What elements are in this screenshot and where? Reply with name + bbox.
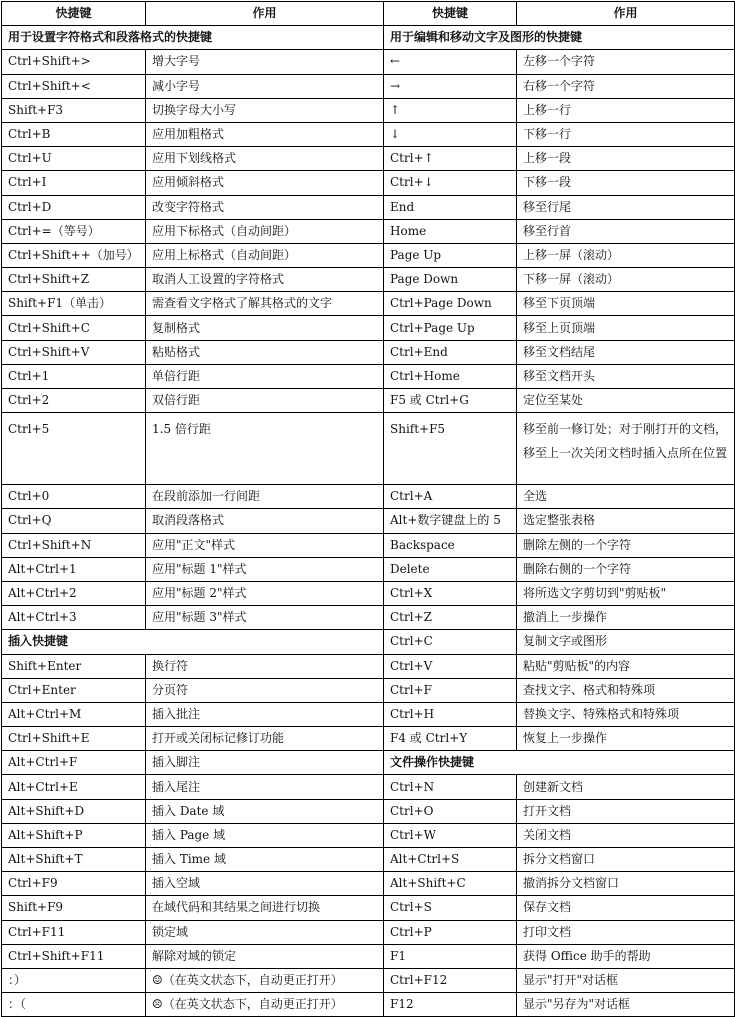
shortcut-function-cell: 上移一屏（滚动） <box>517 243 735 267</box>
section-heading: 插入快捷键 <box>2 630 384 654</box>
table-row <box>2 219 735 243</box>
table-row <box>2 316 735 340</box>
table-row <box>2 920 735 944</box>
table-row <box>2 799 735 823</box>
shortcut-function-cell: 双倍行距 <box>146 389 384 413</box>
table-row <box>2 268 735 292</box>
shortcut-key-cell: Alt+Shift+T <box>2 848 146 872</box>
shortcut-key-cell: ← <box>384 50 517 74</box>
shortcut-function-cell: 全选 <box>517 485 735 509</box>
table-row <box>2 292 735 316</box>
shortcut-key-cell: Alt+Ctrl+S <box>384 848 517 872</box>
shortcut-function-cell: 下移一屏（滚动） <box>517 268 735 292</box>
shortcut-function-cell: 打开文档 <box>517 799 735 823</box>
shortcut-function-cell: 改变字符格式 <box>146 195 384 219</box>
header-shortcut-left: 快捷键 <box>2 2 146 26</box>
shortcut-function-cell: 移至下页顶端 <box>517 292 735 316</box>
shortcut-function-cell: 1.5 倍行距 <box>146 413 384 485</box>
shortcut-function-cell: 显示"打开"对话框 <box>517 968 735 992</box>
shortcut-function-cell: 应用"标题 2"样式 <box>146 581 384 605</box>
shortcut-key-cell: Ctrl+F <box>384 678 517 702</box>
shortcut-key-cell: Ctrl+Z <box>384 606 517 630</box>
table-row <box>2 944 735 968</box>
shortcut-key-cell: Alt+数字键盘上的 5 <box>384 509 517 533</box>
shortcut-key-cell: Ctrl+X <box>384 581 517 605</box>
table-body <box>2 26 735 1017</box>
shortcut-function-cell: 在域代码和其结果之间进行切换 <box>146 896 384 920</box>
shortcut-key-cell: Ctrl+A <box>384 485 517 509</box>
shortcut-function-cell: ☹（在英文状态下，自动更正打开） <box>146 993 384 1017</box>
table-row <box>2 74 735 98</box>
table-row <box>2 581 735 605</box>
shortcut-key-cell: Shift+F5 <box>384 413 517 485</box>
shortcut-key-cell: Ctrl+Shift+> <box>2 50 146 74</box>
shortcut-key-cell: Alt+Ctrl+F <box>2 751 146 775</box>
shortcut-key-cell: Alt+Ctrl+M <box>2 702 146 726</box>
shortcut-key-cell: ↑ <box>384 98 517 122</box>
shortcut-key-cell: Ctrl+N <box>384 775 517 799</box>
shortcut-function-cell: 恢复上一步操作 <box>517 727 735 751</box>
shortcut-key-cell: Ctrl+Shift+E <box>2 727 146 751</box>
shortcut-table <box>1 1 735 1017</box>
table-row <box>2 968 735 992</box>
shortcut-key-cell: Page Down <box>384 268 517 292</box>
shortcut-function-cell: 插入尾注 <box>146 775 384 799</box>
shortcut-function-cell: 下移一段 <box>517 171 735 195</box>
shortcut-key-cell: Ctrl+Shift+N <box>2 533 146 557</box>
shortcut-key-cell: Ctrl+Shift+Z <box>2 268 146 292</box>
shortcut-function-cell: 拆分文档窗口 <box>517 848 735 872</box>
shortcut-function-cell: 移至上页顶端 <box>517 316 735 340</box>
shortcut-function-cell: 粘贴"剪贴板"的内容 <box>517 654 735 678</box>
shortcut-key-cell: Alt+Shift+C <box>384 872 517 896</box>
shortcut-key-cell: Ctrl+Page Up <box>384 316 517 340</box>
shortcut-key-cell: Alt+Shift+P <box>2 823 146 847</box>
shortcut-function-cell: 解除对域的锁定 <box>146 944 384 968</box>
shortcut-key-cell: F4 或 Ctrl+Y <box>384 727 517 751</box>
section-heading: 用于设置字符格式和段落格式的快捷键 <box>2 26 384 50</box>
header-row <box>2 2 735 26</box>
shortcut-key-cell: Ctrl+2 <box>2 389 146 413</box>
table-row <box>2 823 735 847</box>
shortcut-function-cell: 替换文字、特殊格式和特殊项 <box>517 702 735 726</box>
table-row <box>2 557 735 581</box>
table-row <box>2 243 735 267</box>
shortcut-function-cell: 应用倾斜格式 <box>146 171 384 195</box>
shortcut-function-cell: 需查看文字格式了解其格式的文字 <box>146 292 384 316</box>
table-row <box>2 896 735 920</box>
shortcut-key-cell: Ctrl+0 <box>2 485 146 509</box>
shortcut-function-cell: 插入脚注 <box>146 751 384 775</box>
header-function-left: 作用 <box>146 2 384 26</box>
shortcut-key-cell: Ctrl+O <box>384 799 517 823</box>
shortcut-key-cell: Shift+F1（单击） <box>2 292 146 316</box>
shortcut-key-cell: Ctrl+V <box>384 654 517 678</box>
table-row <box>2 606 735 630</box>
shortcut-key-cell: Alt+Ctrl+2 <box>2 581 146 605</box>
section-heading: 文件操作快捷键 <box>384 751 735 775</box>
shortcut-key-cell: Ctrl+Shift+C <box>2 316 146 340</box>
shortcut-key-cell: Alt+Ctrl+E <box>2 775 146 799</box>
shortcut-key-cell: ：） <box>2 968 146 992</box>
shortcut-key-cell: Ctrl+End <box>384 340 517 364</box>
shortcut-key-cell: Ctrl+B <box>2 122 146 146</box>
shortcut-key-cell: Ctrl+F12 <box>384 968 517 992</box>
table-row <box>2 848 735 872</box>
shortcut-key-cell: Alt+Ctrl+1 <box>2 557 146 581</box>
table-row <box>2 702 735 726</box>
table-row <box>2 727 735 751</box>
shortcut-key-cell: Ctrl+↑ <box>384 147 517 171</box>
shortcut-key-cell: Shift+F3 <box>2 98 146 122</box>
shortcut-key-cell: Ctrl+Enter <box>2 678 146 702</box>
shortcut-function-cell: 移至前一修订处；对于刚打开的文档，移至上一次关闭文档时插入点所在位置 <box>517 413 735 485</box>
shortcut-function-cell: 复制格式 <box>146 316 384 340</box>
shortcut-function-cell: 在段前添加一行间距 <box>146 485 384 509</box>
table-row <box>2 389 735 413</box>
shortcut-function-cell: 删除左侧的一个字符 <box>517 533 735 557</box>
table-row <box>2 340 735 364</box>
shortcut-key-cell: Delete <box>384 557 517 581</box>
shortcut-key-cell: F5 或 Ctrl+G <box>384 389 517 413</box>
shortcut-key-cell: Ctrl+P <box>384 920 517 944</box>
shortcut-function-cell: 移至文档结尾 <box>517 340 735 364</box>
shortcut-function-cell: 切换字母大小写 <box>146 98 384 122</box>
shortcut-function-cell: 下移一行 <box>517 122 735 146</box>
shortcut-key-cell: Backspace <box>384 533 517 557</box>
shortcut-function-cell: 选定整张表格 <box>517 509 735 533</box>
shortcut-key-cell: Page Up <box>384 243 517 267</box>
table-row <box>2 50 735 74</box>
shortcut-function-cell: 插入批注 <box>146 702 384 726</box>
shortcut-function-cell: 应用"标题 1"样式 <box>146 557 384 581</box>
header-shortcut-right: 快捷键 <box>384 2 517 26</box>
shortcut-key-cell: ：（ <box>2 993 146 1017</box>
shortcut-function-cell: 插入空域 <box>146 872 384 896</box>
table-row <box>2 872 735 896</box>
shortcut-function-cell: 右移一个字符 <box>517 74 735 98</box>
shortcut-key-cell: Ctrl+S <box>384 896 517 920</box>
shortcut-key-cell: Ctrl+Shift+F11 <box>2 944 146 968</box>
shortcut-function-cell: 获得 Office 助手的帮助 <box>517 944 735 968</box>
table-row <box>2 509 735 533</box>
shortcut-key-cell: Ctrl+Home <box>384 364 517 388</box>
shortcut-function-cell: 将所选文字剪切到"剪贴板" <box>517 581 735 605</box>
shortcut-function-cell: 应用下划线格式 <box>146 147 384 171</box>
shortcut-key-cell: Ctrl+Shift+< <box>2 74 146 98</box>
shortcut-function-cell: 上移一段 <box>517 147 735 171</box>
table-row <box>2 654 735 678</box>
shortcut-key-cell: Ctrl+Shift+V <box>2 340 146 364</box>
shortcut-function-cell: 删除右侧的一个字符 <box>517 557 735 581</box>
shortcut-function-cell: 换行符 <box>146 654 384 678</box>
shortcut-function-cell: 左移一个字符 <box>517 50 735 74</box>
shortcut-function-cell: 定位至某处 <box>517 389 735 413</box>
shortcut-function-cell: 插入 Date 域 <box>146 799 384 823</box>
shortcut-key-cell: Ctrl+Shift++（加号） <box>2 243 146 267</box>
shortcut-key-cell: Alt+Ctrl+3 <box>2 606 146 630</box>
table-row <box>2 98 735 122</box>
shortcut-key-cell: Ctrl+=（等号） <box>2 219 146 243</box>
shortcut-function-cell: 分页符 <box>146 678 384 702</box>
shortcut-function-cell: 上移一行 <box>517 98 735 122</box>
table-row <box>2 147 735 171</box>
shortcut-function-cell: 显示"另存为"对话框 <box>517 993 735 1017</box>
table-row <box>2 122 735 146</box>
section-heading: 用于编辑和移动文字及图形的快捷键 <box>384 26 735 50</box>
shortcut-key-cell: Ctrl+5 <box>2 413 146 485</box>
shortcut-key-cell: F1 <box>384 944 517 968</box>
shortcut-key-cell: Ctrl+Q <box>2 509 146 533</box>
shortcut-key-cell: Ctrl+1 <box>2 364 146 388</box>
table-row <box>2 171 735 195</box>
shortcut-function-cell: 插入 Time 域 <box>146 848 384 872</box>
shortcut-function-cell: 应用加粗格式 <box>146 122 384 146</box>
table-row <box>2 26 735 50</box>
shortcut-key-cell: End <box>384 195 517 219</box>
shortcut-key-cell: Ctrl+H <box>384 702 517 726</box>
shortcut-key-cell: Ctrl+F11 <box>2 920 146 944</box>
shortcut-function-cell: ☺（在英文状态下，自动更正打开） <box>146 968 384 992</box>
shortcut-key-cell: Ctrl+Page Down <box>384 292 517 316</box>
table-row <box>2 485 735 509</box>
shortcut-function-cell: 粘贴格式 <box>146 340 384 364</box>
shortcut-key-cell: Ctrl+F9 <box>2 872 146 896</box>
shortcut-function-cell: 打印文档 <box>517 920 735 944</box>
shortcut-function-cell: 增大字号 <box>146 50 384 74</box>
shortcut-function-cell: 取消人工设置的字符格式 <box>146 268 384 292</box>
shortcut-function-cell: 移至文档开头 <box>517 364 735 388</box>
shortcut-function-cell: 减小字号 <box>146 74 384 98</box>
shortcut-function-cell: 创建新文档 <box>517 775 735 799</box>
shortcut-key-cell: ↓ <box>384 122 517 146</box>
shortcut-key-cell: Ctrl+U <box>2 147 146 171</box>
shortcut-key-cell: Ctrl+↓ <box>384 171 517 195</box>
shortcut-function-cell: 锁定域 <box>146 920 384 944</box>
shortcut-key-cell: F12 <box>384 993 517 1017</box>
shortcut-function-cell: 撤消拆分文档窗口 <box>517 872 735 896</box>
table-row <box>2 993 735 1017</box>
shortcut-function-cell: 关闭文档 <box>517 823 735 847</box>
shortcut-function-cell: 取消段落格式 <box>146 509 384 533</box>
shortcut-function-cell: 撤消上一步操作 <box>517 606 735 630</box>
table-row <box>2 364 735 388</box>
table-row <box>2 195 735 219</box>
table-row <box>2 630 735 654</box>
shortcut-key-cell: Shift+F9 <box>2 896 146 920</box>
shortcut-key-cell: Ctrl+D <box>2 195 146 219</box>
table-row <box>2 533 735 557</box>
shortcut-function-cell: 复制文字或图形 <box>517 630 735 654</box>
shortcut-key-cell: Shift+Enter <box>2 654 146 678</box>
shortcut-key-cell: Alt+Shift+D <box>2 799 146 823</box>
shortcut-key-cell: Home <box>384 219 517 243</box>
shortcut-function-cell: 应用上标格式（自动间距） <box>146 243 384 267</box>
header-function-right: 作用 <box>517 2 735 26</box>
shortcut-function-cell: 应用"正文"样式 <box>146 533 384 557</box>
table-row <box>2 775 735 799</box>
table-row <box>2 751 735 775</box>
shortcut-function-cell: 移至行尾 <box>517 195 735 219</box>
shortcut-function-cell: 应用下标格式（自动间距） <box>146 219 384 243</box>
shortcut-function-cell: 插入 Page 域 <box>146 823 384 847</box>
table-row <box>2 678 735 702</box>
shortcut-key-cell: → <box>384 74 517 98</box>
shortcut-key-cell: Ctrl+W <box>384 823 517 847</box>
table-row <box>2 413 735 485</box>
shortcut-key-cell: Ctrl+I <box>2 171 146 195</box>
shortcut-function-cell: 查找文字、格式和特殊项 <box>517 678 735 702</box>
shortcut-function-cell: 打开或关闭标记修订功能 <box>146 727 384 751</box>
shortcut-key-cell: Ctrl+C <box>384 630 517 654</box>
shortcut-function-cell: 移至行首 <box>517 219 735 243</box>
shortcut-function-cell: 应用"标题 3"样式 <box>146 606 384 630</box>
shortcut-function-cell: 保存文档 <box>517 896 735 920</box>
shortcut-function-cell: 单倍行距 <box>146 364 384 388</box>
